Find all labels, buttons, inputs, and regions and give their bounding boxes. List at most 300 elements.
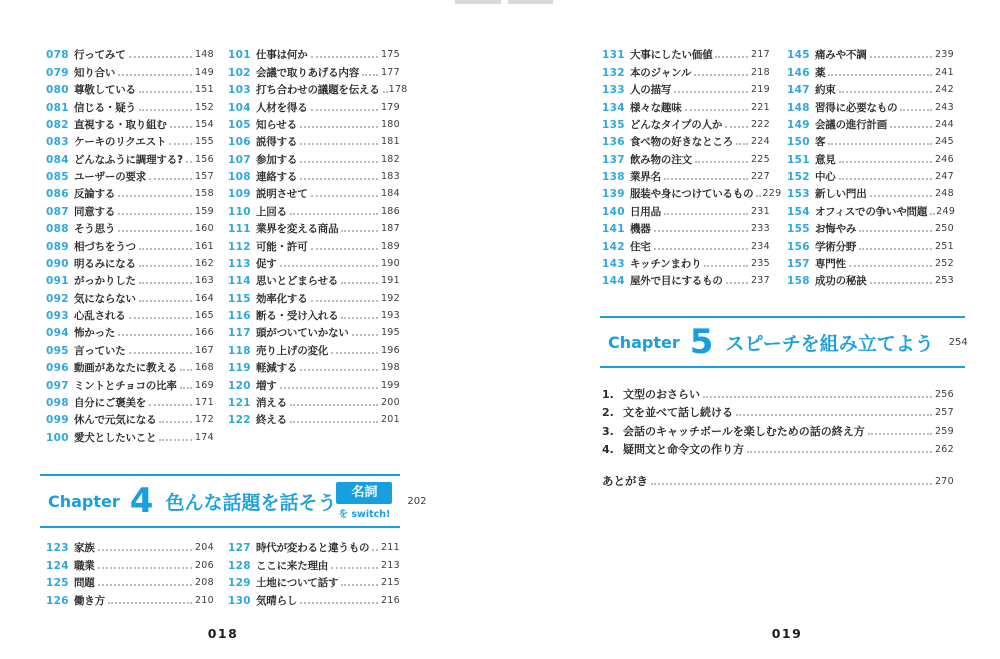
entry-title: 連絡する	[256, 171, 298, 183]
toc-entry	[602, 236, 770, 253]
toc-entry	[787, 132, 954, 149]
entry-page: 192	[380, 292, 400, 304]
dot-leader	[756, 195, 759, 197]
entry-title: どんなふうに調理する?	[74, 153, 183, 166]
chapter-label: Chapter	[48, 491, 120, 511]
entry-title: お悔やみ	[815, 223, 857, 236]
entry-title: 約束	[815, 84, 836, 97]
entry-number: 081	[46, 101, 69, 114]
entry-number: 088	[46, 223, 69, 236]
entry-number: 085	[46, 171, 69, 183]
entry-page: 166	[194, 327, 214, 339]
toc-entry	[787, 115, 954, 132]
dot-leader	[300, 602, 378, 604]
entry-number: 139	[602, 188, 625, 201]
entry-number: 100	[46, 431, 69, 444]
entry-number: 137	[602, 153, 625, 166]
entry-title: 屋外で目にするもの	[630, 275, 723, 288]
entry-title: どんなタイプの人か	[630, 118, 723, 131]
dot-leader	[383, 91, 386, 93]
entry-title: 日用品	[630, 205, 661, 218]
entry-page: 155	[194, 136, 214, 148]
dot-leader	[300, 178, 378, 180]
entry-page: 211	[380, 542, 400, 554]
dot-leader	[169, 143, 192, 145]
entry-title: 怖かった	[74, 327, 116, 340]
entry-page: 187	[380, 223, 400, 235]
toc-entry	[228, 410, 400, 427]
entry-number: 134	[602, 101, 625, 114]
entry-page: 250	[934, 223, 954, 235]
section-title: 会話のキャッチボールを楽しむための話の終え方	[623, 424, 865, 438]
entry-title: 問題	[74, 577, 95, 590]
entry-number: 094	[46, 327, 69, 340]
entry-number: 098	[46, 396, 69, 409]
chapter-number: 5	[689, 322, 714, 362]
entry-number: 120	[228, 379, 251, 392]
entry-page: 218	[750, 66, 770, 78]
entry-title: 消える	[256, 396, 287, 409]
entry-page: 210	[194, 594, 214, 606]
chapter-title: 色んな話題を話そう	[165, 491, 337, 514]
dot-leader	[839, 178, 932, 180]
entry-title: 意見	[815, 153, 836, 166]
toc-entry	[46, 132, 214, 149]
afterword-entry	[602, 471, 954, 489]
entry-title: 知り合い	[74, 66, 116, 79]
entry-page: 183	[380, 171, 400, 182]
dot-leader	[736, 143, 748, 145]
toc-entry	[602, 45, 770, 62]
entry-page: 221	[750, 101, 770, 113]
toc-entry	[787, 167, 954, 184]
dot-leader	[694, 74, 748, 76]
dot-leader	[651, 483, 932, 485]
dot-leader	[839, 161, 932, 163]
entry-page: 217	[750, 49, 770, 61]
toc-entry	[46, 167, 214, 184]
chapter-number: 4	[129, 481, 154, 521]
dot-leader	[311, 109, 378, 111]
toc-entry	[787, 62, 954, 79]
entry-title: 信じる・疑う	[74, 101, 136, 114]
entry-page: 175	[380, 49, 400, 61]
dot-leader	[341, 584, 378, 586]
dot-leader	[170, 126, 192, 128]
toc-entry	[46, 340, 214, 357]
entry-title: 上回る	[256, 205, 287, 218]
toc-entry	[46, 555, 214, 572]
entry-title: 可能・許可	[256, 240, 308, 253]
toc-entry	[228, 555, 400, 572]
toc-entry	[228, 80, 408, 97]
entry-number: 150	[787, 136, 810, 149]
entry-title: 効率化する	[256, 292, 308, 305]
toc-entry	[46, 358, 214, 375]
entry-title: 機器	[630, 223, 651, 236]
toc-entry	[46, 184, 214, 201]
toc-entry	[602, 184, 782, 201]
entry-title: 売り上げの変化	[256, 344, 329, 357]
chapter-5-header	[600, 316, 968, 368]
dot-leader	[726, 282, 748, 284]
entry-page: 149	[194, 66, 214, 78]
entry-page: 171	[194, 396, 214, 408]
toc-entry	[228, 201, 400, 218]
entry-title: 住宅	[630, 240, 651, 253]
entry-page: 193	[380, 310, 400, 321]
dot-leader	[859, 230, 932, 232]
entry-number: 129	[228, 577, 251, 590]
entry-number: 148	[787, 101, 810, 114]
entry-page: 249	[936, 205, 956, 217]
dot-leader	[870, 195, 932, 197]
entry-number: 138	[602, 171, 625, 183]
entry-title: 様々な趣味	[630, 101, 682, 114]
entry-number: 082	[46, 118, 69, 131]
toc-column-right-1	[602, 45, 782, 288]
entry-title: 尊敬している	[74, 84, 136, 97]
dot-leader	[180, 369, 192, 371]
toc-entry	[787, 201, 954, 218]
entry-number: 089	[46, 240, 69, 253]
entry-title: 反論する	[74, 188, 116, 201]
entry-number: 149	[787, 118, 810, 131]
noun-switch-badge	[336, 482, 392, 520]
dot-leader	[311, 56, 378, 58]
entry-number: 156	[787, 240, 810, 253]
entry-number: 155	[787, 223, 810, 236]
entry-title: 思いとどまらせる	[256, 275, 339, 288]
dot-leader	[695, 161, 748, 163]
section-entry	[602, 383, 954, 402]
entry-number: 086	[46, 188, 69, 201]
entry-number: 109	[228, 188, 251, 201]
entry-page: 178	[388, 84, 408, 96]
entry-page: 244	[934, 118, 954, 130]
dot-leader	[118, 213, 192, 215]
entry-title: ここに来た理由	[256, 559, 329, 572]
dot-leader	[300, 161, 378, 163]
entry-page: 161	[194, 240, 214, 252]
toc-entry	[602, 62, 770, 79]
afterword-page: 270	[934, 476, 954, 487]
entry-title: 中心	[815, 171, 836, 183]
entry-title: 心乱される	[74, 310, 126, 322]
chapter-page: 254	[948, 336, 968, 348]
entry-title: 薬	[815, 66, 826, 79]
dot-leader	[849, 265, 932, 267]
entry-title: 服装や身につけているもの	[630, 188, 754, 201]
toc-entry	[228, 115, 400, 132]
dot-leader	[129, 56, 192, 58]
entry-page: 233	[750, 223, 770, 235]
entry-title: ミントとチョコの比率	[74, 379, 177, 392]
dot-leader	[725, 126, 748, 128]
dot-leader	[98, 584, 192, 586]
entry-number: 092	[46, 292, 69, 305]
entry-number: 097	[46, 379, 69, 392]
entry-page: 162	[194, 257, 214, 269]
entry-number: 153	[787, 188, 810, 201]
dot-leader	[352, 334, 378, 336]
dot-leader	[149, 404, 192, 406]
entry-title: 断る・受け入れる	[256, 310, 339, 322]
toc-entry	[787, 271, 954, 288]
toc-entry	[787, 149, 954, 166]
entry-page: 184	[380, 188, 400, 200]
dot-leader	[139, 265, 192, 267]
dot-leader	[331, 352, 378, 354]
dot-leader	[930, 213, 933, 215]
toc-entry	[228, 306, 400, 323]
toc-entry	[787, 219, 954, 236]
toc-entry	[228, 219, 400, 236]
page-number-right: 019	[771, 626, 803, 641]
toc-entry	[46, 271, 214, 288]
entry-page: 159	[194, 205, 214, 217]
entry-page: 186	[380, 205, 400, 217]
entry-page: 208	[194, 577, 214, 589]
dot-leader	[870, 56, 932, 58]
entry-page: 190	[380, 257, 400, 269]
toc-column-right-2	[787, 45, 954, 288]
dot-leader	[280, 387, 378, 389]
section-page: 256	[934, 388, 954, 400]
entry-page: 246	[934, 153, 954, 165]
dot-leader	[149, 178, 192, 180]
entry-number: 143	[602, 257, 625, 270]
entry-page: 179	[380, 101, 400, 113]
entry-page: 201	[380, 414, 400, 426]
entry-title: 業界名	[630, 171, 661, 183]
entry-number: 096	[46, 362, 69, 375]
entry-number: 133	[602, 84, 625, 97]
entry-page: 189	[380, 240, 400, 252]
entry-page: 251	[934, 240, 954, 252]
toc-entry	[602, 271, 770, 288]
entry-page: 225	[750, 153, 770, 165]
entry-page: 206	[194, 559, 214, 571]
entry-page: 169	[194, 379, 214, 391]
toc-entry	[228, 45, 400, 62]
entry-page: 160	[194, 223, 214, 235]
entry-number: 140	[602, 205, 625, 218]
toc-entry	[228, 590, 400, 607]
entry-title: 会議の進行計画	[815, 118, 888, 131]
entry-page: 237	[750, 275, 770, 287]
entry-title: 成功の秘訣	[815, 275, 867, 288]
entry-page: 227	[750, 171, 770, 182]
entry-title: 働き方	[74, 594, 105, 607]
entry-title: 専門性	[815, 257, 846, 270]
entry-number: 106	[228, 136, 251, 149]
toc-entry	[46, 45, 214, 62]
entry-number: 147	[787, 84, 810, 97]
entry-number: 107	[228, 153, 251, 166]
entry-page: 191	[380, 275, 400, 287]
dot-leader	[311, 195, 378, 197]
section-title: 疑問文と命令文の作り方	[623, 443, 744, 457]
badge-sublabel: を switch!	[338, 509, 391, 520]
entry-title: 家族	[74, 542, 95, 555]
chapter-4-header	[40, 474, 427, 528]
entry-page: 157	[194, 171, 214, 182]
chapter-5-sections	[602, 383, 954, 457]
entry-page: 219	[750, 84, 770, 96]
dot-leader	[290, 404, 378, 406]
entry-title: 土地について話す	[256, 577, 339, 590]
entry-number: 080	[46, 84, 69, 97]
entry-title: 飲み物の注文	[630, 153, 692, 166]
dot-leader	[290, 421, 378, 423]
entry-number: 144	[602, 275, 625, 288]
page-number-left: 018	[207, 626, 239, 641]
entry-number: 152	[787, 171, 810, 183]
entry-number: 114	[228, 275, 251, 288]
entry-number: 110	[228, 205, 251, 218]
entry-title: 食べ物の好きなところ	[630, 136, 733, 149]
entry-number: 084	[46, 153, 69, 166]
entry-page: 222	[750, 118, 770, 130]
entry-page: 168	[194, 362, 214, 374]
dot-leader	[159, 421, 192, 423]
entry-number: 151	[787, 153, 810, 166]
section-entry	[602, 420, 954, 439]
dot-leader	[331, 567, 378, 569]
section-entry	[602, 402, 954, 421]
entry-number: 128	[228, 559, 251, 572]
dot-leader	[290, 213, 378, 215]
entry-number: 154	[787, 205, 810, 218]
dot-leader	[664, 178, 748, 180]
dot-leader	[118, 195, 192, 197]
entry-page: 231	[750, 205, 770, 217]
entry-page: 199	[380, 379, 400, 391]
entry-number: 145	[787, 49, 810, 62]
entry-page: 163	[194, 275, 214, 287]
entry-number: 124	[46, 559, 69, 572]
toc-column-left-1	[46, 45, 214, 445]
section-number: 3.	[602, 424, 614, 438]
dot-leader	[139, 109, 192, 111]
dot-leader	[654, 230, 748, 232]
chapter-title: スピーチを組み立てよう	[725, 332, 934, 355]
entry-title: 説得する	[256, 136, 298, 149]
entry-page: 181	[380, 136, 400, 148]
dot-leader	[372, 549, 378, 551]
dot-leader	[118, 334, 192, 336]
entry-title: 参加する	[256, 153, 298, 166]
dot-leader	[311, 248, 378, 250]
section-title: 文を並べて話し続ける	[623, 406, 733, 420]
dot-leader	[703, 396, 932, 398]
dot-leader	[300, 143, 378, 145]
entry-title: 人の描写	[630, 84, 672, 97]
entry-title: 時代が変わると違うもの	[256, 542, 370, 555]
entry-title: 増す	[256, 379, 277, 392]
entry-title: 明るみになる	[74, 257, 136, 270]
entry-number: 090	[46, 257, 69, 270]
toc-entry	[787, 236, 954, 253]
entry-page: 213	[380, 559, 400, 571]
entry-title: 直視する・取り組む	[74, 118, 167, 131]
toc-entry	[228, 358, 400, 375]
entry-title: 学術分野	[815, 240, 857, 253]
entry-page: 216	[380, 594, 400, 606]
entry-title: オフィスでの争いや問題	[815, 205, 928, 218]
toc-entry	[228, 236, 400, 253]
entry-page: 154	[194, 118, 214, 130]
entry-number: 078	[46, 49, 69, 62]
toc-entry	[602, 201, 770, 218]
entry-title: ユーザーの要求	[74, 171, 147, 183]
toc-entry	[228, 573, 400, 590]
entry-title: 習得に必要なもの	[815, 101, 898, 114]
entry-number: 105	[228, 118, 251, 131]
dot-leader	[674, 91, 748, 93]
dot-leader	[828, 143, 932, 145]
toc-entry	[228, 340, 400, 357]
entry-title: 終える	[256, 414, 287, 427]
toc-column-left-2	[228, 45, 408, 427]
entry-number: 125	[46, 577, 69, 590]
entry-title: 頭がついていかない	[256, 327, 349, 340]
entry-number: 135	[602, 118, 625, 131]
entry-page: 242	[934, 84, 954, 96]
entry-number: 111	[228, 223, 251, 236]
toc-entry	[602, 219, 770, 236]
dot-leader	[654, 248, 748, 250]
dot-leader	[828, 74, 932, 76]
toc-entry	[46, 375, 214, 392]
chapter-label: Chapter	[608, 332, 680, 352]
entry-page: 167	[194, 344, 214, 356]
entry-title: 会議で取りあげる内容	[256, 66, 359, 79]
toc-entry	[46, 306, 214, 323]
entry-number: 119	[228, 362, 251, 375]
entry-page: 215	[380, 577, 400, 589]
dot-leader	[311, 300, 378, 302]
entry-number: 095	[46, 344, 69, 357]
entry-title: 軽減する	[256, 362, 298, 375]
toc-entry	[228, 132, 400, 149]
entry-title: 知らせる	[256, 118, 297, 131]
entry-number: 116	[228, 310, 251, 322]
toc-entry	[228, 323, 400, 340]
dot-leader	[685, 109, 748, 111]
entry-number: 113	[228, 257, 251, 270]
toc-entry	[228, 375, 400, 392]
entry-number: 136	[602, 136, 625, 149]
entry-page: 248	[934, 188, 954, 200]
dot-leader	[868, 433, 932, 435]
toc-entry	[46, 97, 214, 114]
entry-number: 101	[228, 49, 251, 62]
entry-page: 239	[934, 49, 954, 61]
entry-title: 気晴らし	[256, 594, 298, 607]
dot-leader	[715, 56, 748, 58]
toc-entry	[46, 427, 214, 444]
dot-leader	[118, 74, 192, 76]
entry-page: 172	[194, 414, 214, 426]
entry-number: 146	[787, 66, 810, 79]
dot-leader	[98, 549, 192, 551]
toc-entry	[46, 410, 214, 427]
entry-title: 業界を変える商品	[256, 223, 339, 236]
entry-title: 相づちをうつ	[74, 240, 136, 253]
entry-number: 112	[228, 240, 251, 253]
